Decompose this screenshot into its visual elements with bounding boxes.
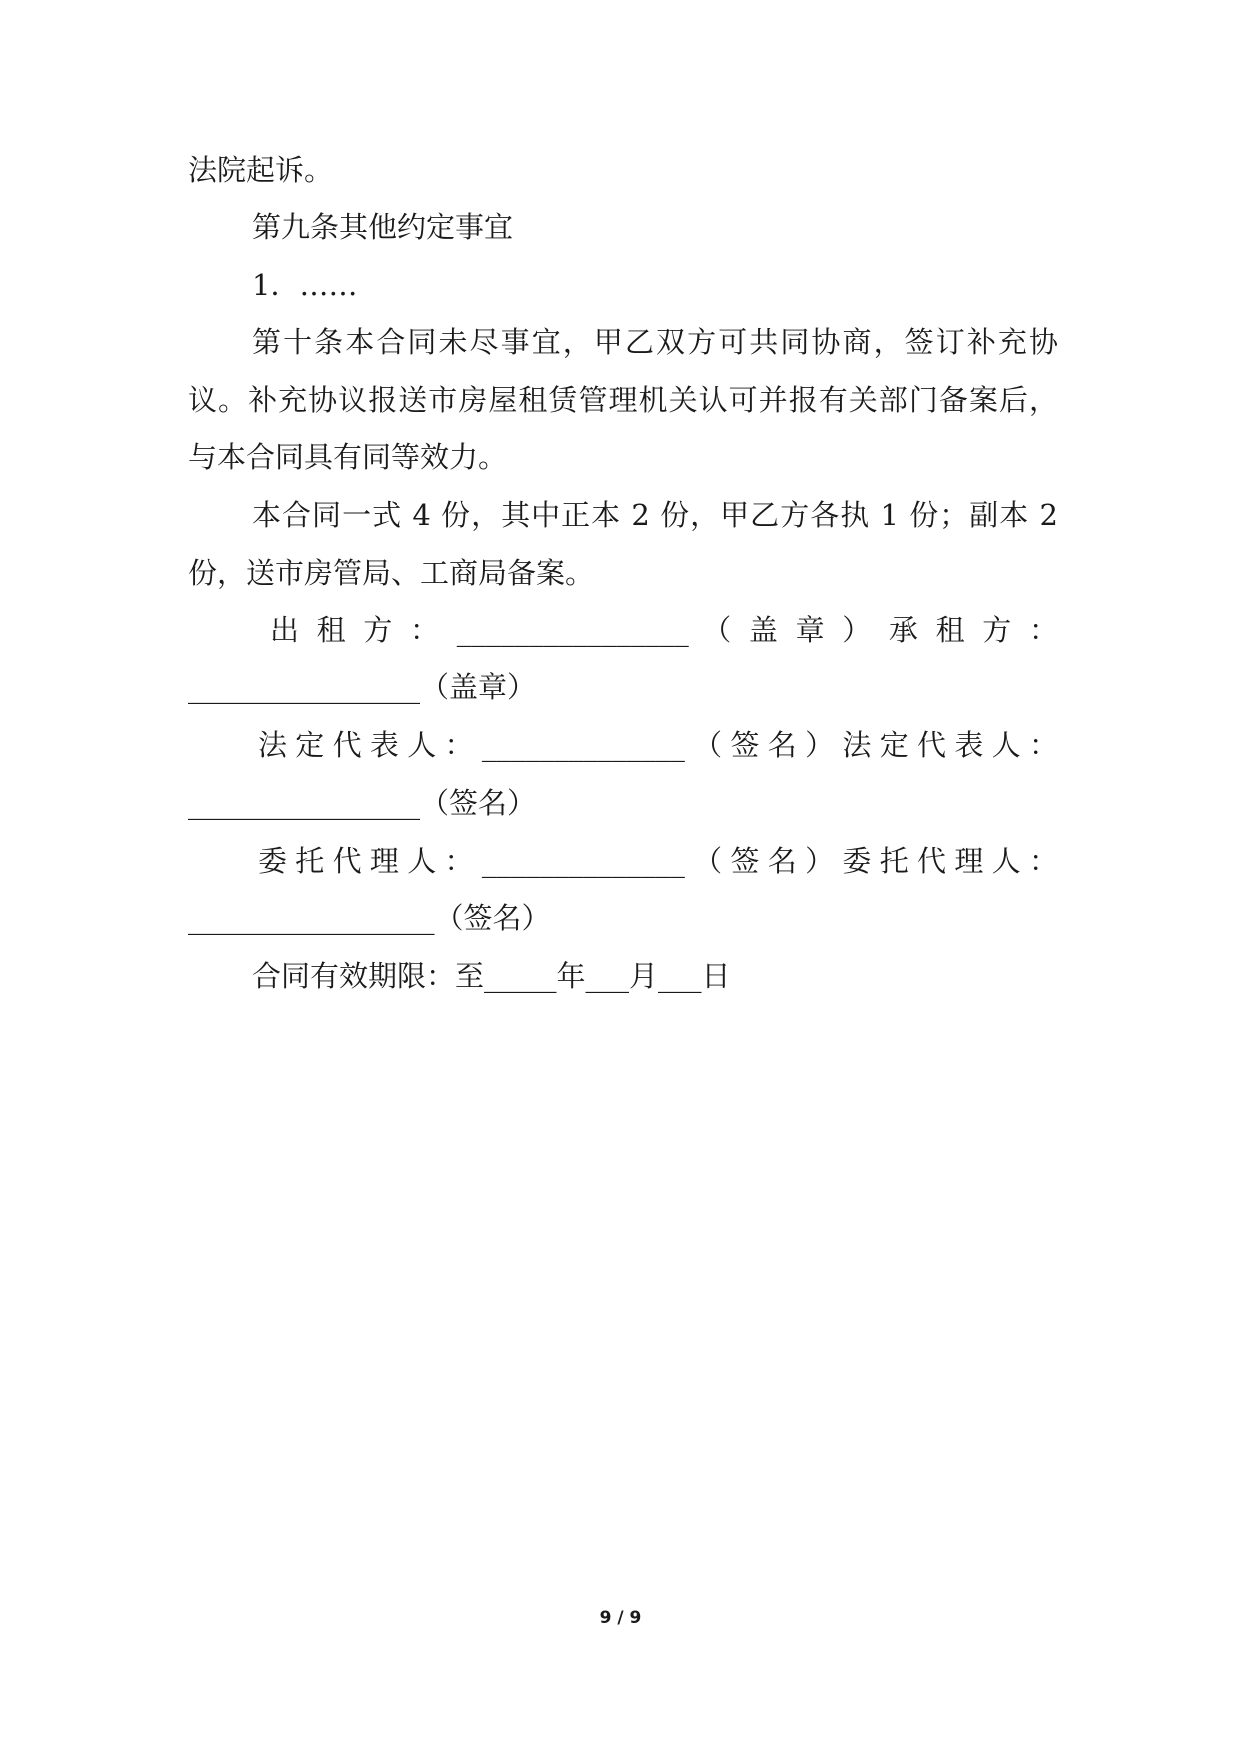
agent-signature-line: _________________（签名） bbox=[188, 901, 551, 935]
legal-representative-line: 法定代表人：______________（签名）法定代表人： bbox=[258, 728, 1058, 762]
list-item: 1．…… bbox=[252, 268, 358, 302]
text-line: 议。补充协议报送市房屋租赁管理机关认可并报有关部门备案后， bbox=[188, 383, 1058, 417]
article-heading: 第九条其他约定事宜 bbox=[252, 210, 514, 244]
legal-representative-signature-line: ________________（签名） bbox=[188, 786, 537, 820]
page-number: 9 / 9 bbox=[599, 1608, 642, 1628]
text-line: 本合同一式 4 份，其中正本 2 份，甲乙方各执 1 份；副本 2 bbox=[252, 498, 1058, 532]
text-line: 与本合同具有同等效力。 bbox=[188, 440, 508, 474]
text-line: 第十条本合同未尽事宜，甲乙双方可共同协商，签订补充协 bbox=[252, 325, 1058, 359]
contract-validity-line: 合同有效期限：至_____年___月___日 bbox=[252, 959, 731, 993]
text-line: 法院起诉。 bbox=[188, 153, 334, 187]
text-line: 份，送市房管局、工商局备案。 bbox=[188, 556, 595, 590]
agent-line: 委托代理人：______________（签名）委托代理人： bbox=[258, 844, 1058, 878]
lessor-signature-line: 出 租 方 ： ________________ （ 盖 章 ） 承 租 方 ： bbox=[270, 613, 1058, 647]
lessee-seal-line: ________________（盖章） bbox=[188, 670, 537, 704]
